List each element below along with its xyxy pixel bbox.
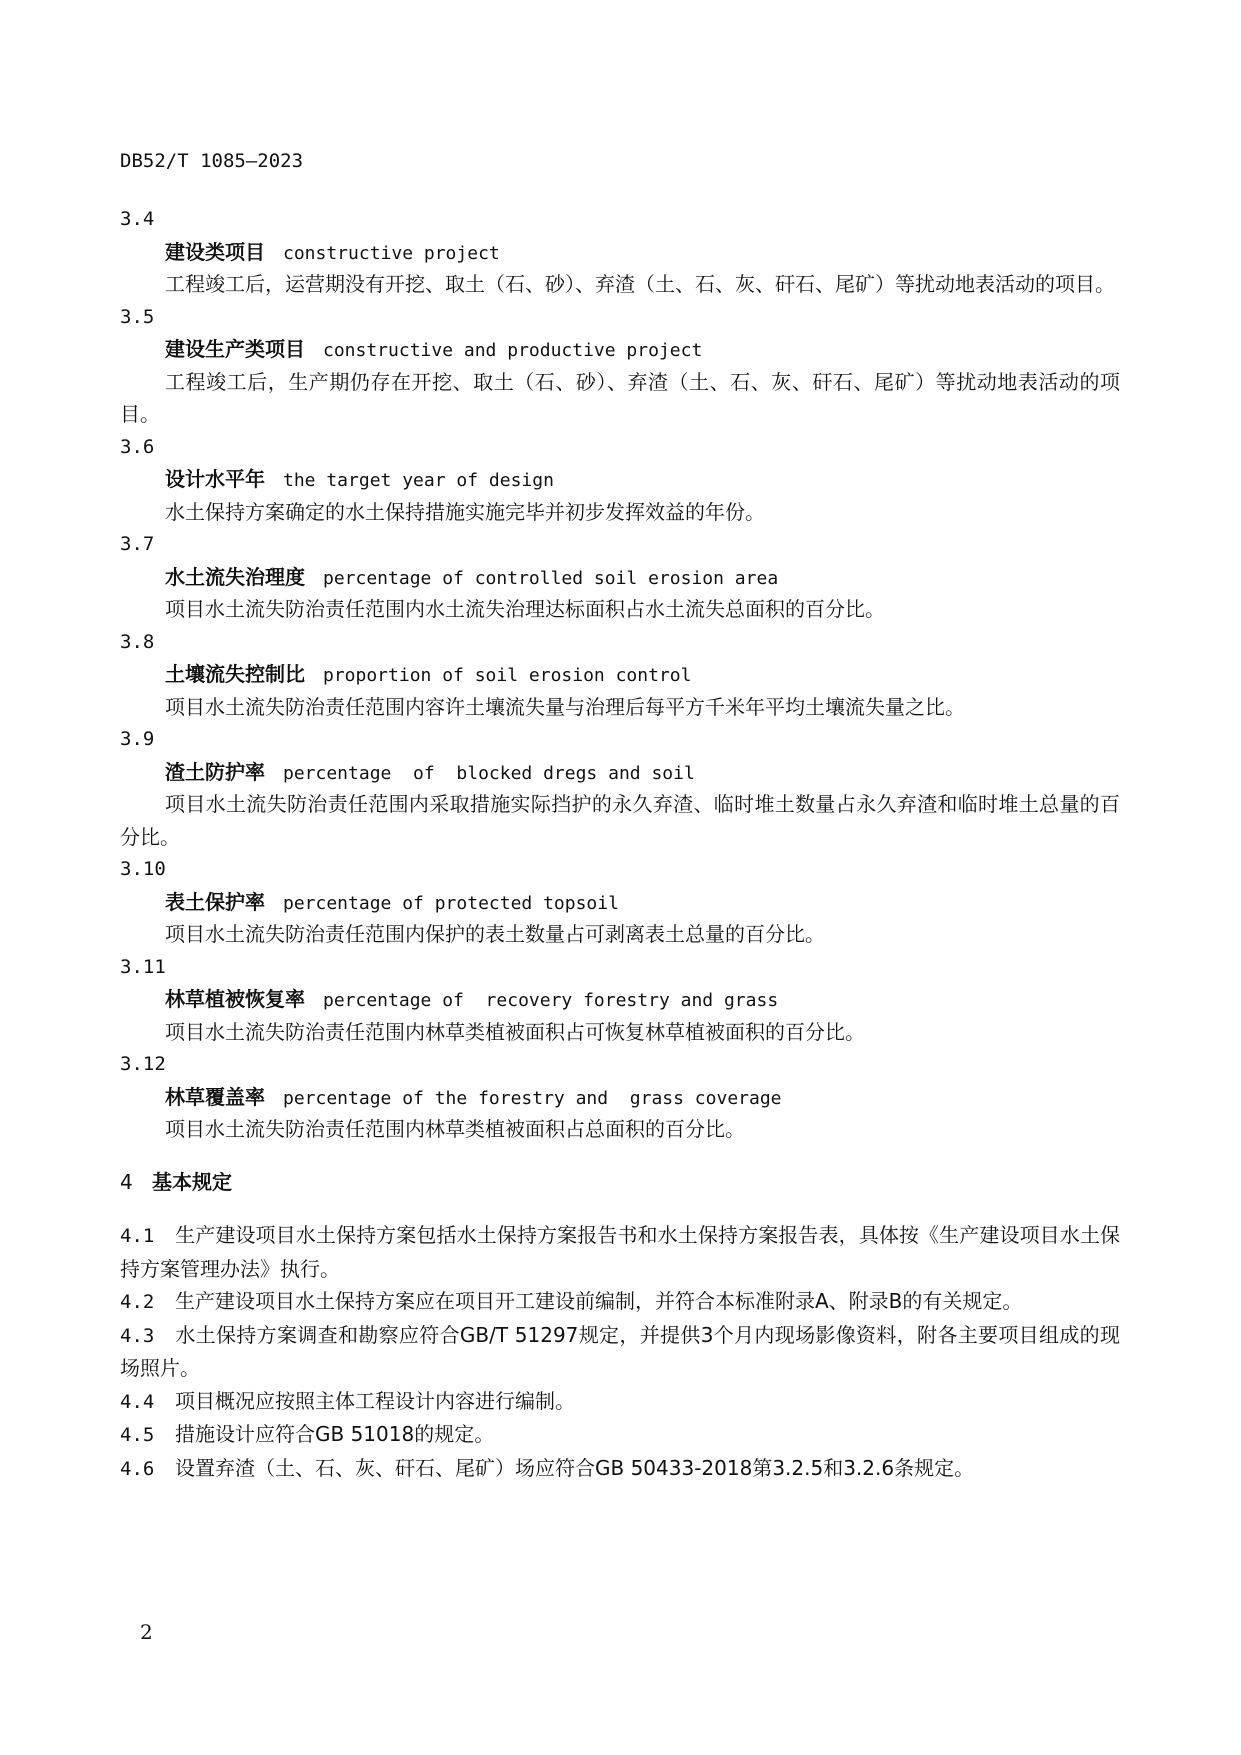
clause-text: 项目概况应按照主体工程设计内容进行编制。: [175, 1388, 575, 1413]
clause-text: 生产建设项目水土保持方案包括水土保持方案报告书和水土保持方案报告表，具体按《生产建设项目水土保持方案管理办法》执行。: [120, 1223, 1120, 1281]
term-entry: [120, 301, 1120, 431]
term-entry: [120, 626, 1120, 724]
term-heading: [120, 983, 1120, 1016]
section-number: 4: [120, 1169, 133, 1194]
term-chinese: 林草覆盖率: [165, 1084, 265, 1109]
term-number: 3.9: [120, 728, 155, 750]
term-english: percentage of the forestry and grass coverage: [283, 1087, 782, 1109]
term-number: 3.8: [120, 630, 155, 653]
term-heading: [120, 886, 1120, 919]
clause-number: 4.3: [120, 1324, 155, 1347]
term-english: proportion of soil erosion control: [323, 665, 692, 686]
term-chinese: 渣土防护率: [165, 759, 265, 784]
clause-item: [120, 1285, 1120, 1319]
term-number: 3.10: [120, 858, 166, 880]
clause-item: [120, 1219, 1120, 1285]
clause-text: 措施设计应符合GB 51018的规定。: [175, 1422, 495, 1446]
term-chinese: 表土保护率: [165, 889, 265, 914]
term-number: 3.6: [120, 435, 155, 458]
term-heading: [120, 463, 1120, 496]
term-chinese: 建设类项目: [165, 239, 265, 264]
clause-number: 4.1: [120, 1225, 155, 1247]
term-definition: 项目水土流失防治责任范围内林草类植被面积占总面积的百分比。: [165, 1117, 745, 1141]
clause-item: [120, 1319, 1120, 1385]
term-chinese: 水土流失治理度: [165, 564, 305, 589]
term-entry: [120, 723, 1120, 853]
clause-number: 4.2: [120, 1291, 155, 1313]
term-entry: [120, 528, 1120, 626]
term-english: constructive project: [283, 242, 500, 264]
terms-list: [120, 203, 1120, 1146]
term-number: 3.11: [120, 955, 166, 978]
term-heading: [120, 333, 1120, 366]
term-number: 3.5: [120, 305, 155, 328]
clause-number: 4.5: [120, 1424, 155, 1446]
clause-item: [120, 1452, 1120, 1486]
clause-text: 水土保持方案调查和勘察应符合GB/T 51297规定，并提供3个月内现场影像资料，附各主要项目组成的现场照片。: [120, 1322, 1120, 1380]
page-number: 2: [140, 1620, 153, 1644]
clause-item: [120, 1418, 1120, 1452]
term-entry: [120, 853, 1120, 951]
term-heading: [120, 561, 1120, 594]
term-definition: 项目水土流失防治责任范围内采取措施实际挡护的永久弃渣、临时堆土数量占永久弃渣和临时堆土总量的百分比。: [120, 792, 1120, 849]
term-english: percentage of recovery forestry and grass: [323, 990, 779, 1011]
term-heading: [120, 756, 1120, 789]
term-chinese: 林草植被恢复率: [165, 987, 305, 1011]
term-english: the target year of design: [283, 470, 554, 491]
clause-number: 4.6: [120, 1457, 155, 1480]
clauses-list: [120, 1219, 1120, 1485]
term-english: percentage of controlled soil erosion area: [323, 567, 779, 589]
term-definition: 工程竣工后，生产期仍存在开挖、取土（石、砂）、弃渣（土、石、灰、矸石、尾矿）等扰动地表活动的项目。: [120, 369, 1120, 426]
clause-number: 4.4: [120, 1390, 155, 1413]
term-english: constructive and productive project: [323, 340, 703, 361]
term-definition: 项目水土流失防治责任范围内林草类植被面积占可恢复林草植被面积的百分比。: [165, 1019, 865, 1044]
term-definition: 项目水土流失防治责任范围内容许土壤流失量与治理后每平方千米年平均土壤流失量之比。: [165, 694, 965, 719]
term-entry: [120, 203, 1120, 301]
term-heading: [120, 236, 1120, 269]
term-definition: 项目水土流失防治责任范围内水土流失治理达标面积占水土流失总面积的百分比。: [165, 597, 885, 621]
term-heading: [120, 1081, 1120, 1114]
term-chinese: 设计水平年: [165, 467, 265, 491]
term-number: 3.4: [120, 208, 155, 230]
term-number: 3.7: [120, 533, 155, 555]
section-title: 基本规定: [152, 1169, 232, 1194]
clause-item: [120, 1385, 1120, 1419]
term-definition: 工程竣工后，运营期没有开挖、取土（石、砂）、弃渣（土、石、灰、矸石、尾矿）等扰动地表活动的项目。: [165, 272, 1115, 296]
term-definition: 项目水土流失防治责任范围内保护的表土数量占可剥离表土总量的百分比。: [165, 922, 825, 946]
clause-text: 设置弃渣（土、石、灰、矸石、尾矿）场应符合GB 50433-2018第3.2.5和3.2.6条规定。: [175, 1455, 975, 1480]
term-heading: [120, 658, 1120, 691]
document-body: [120, 203, 1120, 1485]
document-code: DB52/T 1085—2023: [120, 150, 304, 172]
term-number: 3.12: [120, 1053, 166, 1075]
term-english: percentage of blocked dregs and soil: [283, 762, 695, 784]
term-definition: 水土保持方案确定的水土保持措施实施完毕并初步发挥效益的年份。: [165, 499, 765, 524]
term-chinese: 建设生产类项目: [165, 337, 305, 361]
term-chinese: 土壤流失控制比: [165, 662, 305, 686]
term-english: percentage of protected topsoil: [283, 892, 619, 914]
clause-text: 生产建设项目水土保持方案应在项目开工建设前编制，并符合本标准附录A、附录B的有关规定。: [175, 1289, 1023, 1313]
term-entry: [120, 951, 1120, 1049]
section-heading: [120, 1166, 1120, 1199]
term-entry: [120, 1048, 1120, 1146]
term-entry: [120, 431, 1120, 529]
